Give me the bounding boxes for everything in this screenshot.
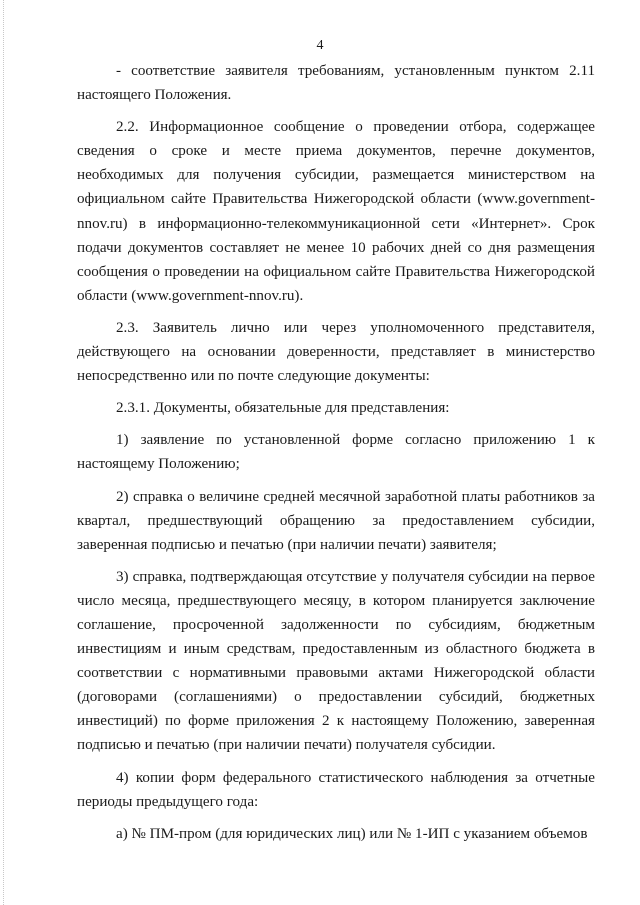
paragraph-2-2: 2.2. Информационное сообщение о проведении отбора, содержащее сведения о сроке и месте приема документов, перечне документов, необходимых для получения субсидии, размещается министерством на официальном сайте Правительства Нижегородской области (www.government-nnov.ru) в информационно-телекоммуникационной сети «Интернет». Срок подачи документов составляет не менее 10 рабочих дней со дня размещения сообщения о проведении на официальном сайте Правительства Нижегородской области (www.government-nnov.ru). [77, 119, 595, 304]
list-item-4a: а) № ПМ-пром (для юридических лиц) или № 1-ИП с указанием объемов [116, 825, 588, 842]
list-item-4: 4) копии форм федерального статистического наблюдения за отчетные периоды предыдущего года: [77, 769, 595, 810]
document-body [77, 59, 595, 846]
list-item-3: 3) справка, подтверждающая отсутствие у получателя субсидии на первое число месяца, предшествующего месяцу, в котором планируется заключение соглашение, просроченной задолженности по субсидиям, бюджетным инвестициям и иным средствам, предоставленным из областного бюджета в соответствии с нормативными правовыми актами Нижегородской области (договорами (соглашениями) о предоставлении субсидий, бюджетных инвестиций) по форме приложения 2 к настоящему Положению, заверенная подписью и печатью (при наличии печати) получателя субсидии. [77, 568, 595, 754]
paragraph-requirement: - соответствие заявителя требованиям, установленным пунктом 2.11 настоящего Положения. [77, 63, 595, 104]
paragraph-2-3: 2.3. Заявитель лично или через уполномоченного представителя, действующего на основании доверенности, представляет в министерство непосредственно или по почте следующие документы: [77, 319, 595, 385]
list-item-1: 1) заявление по установленной форме согласно приложению 1 к настоящему Положению; [77, 432, 595, 473]
paragraph-2-3-1: 2.3.1. Документы, обязательные для представления: [116, 400, 450, 417]
page-edge-mark [3, 0, 4, 905]
list-item-2: 2) справка о величине средней месячной заработной платы работников за квартал, предшествующий обращению за предоставлением субсидии, заверенная подписью и печатью (при наличии печати) заявителя; [77, 488, 595, 553]
page-number: 4 [316, 38, 324, 53]
